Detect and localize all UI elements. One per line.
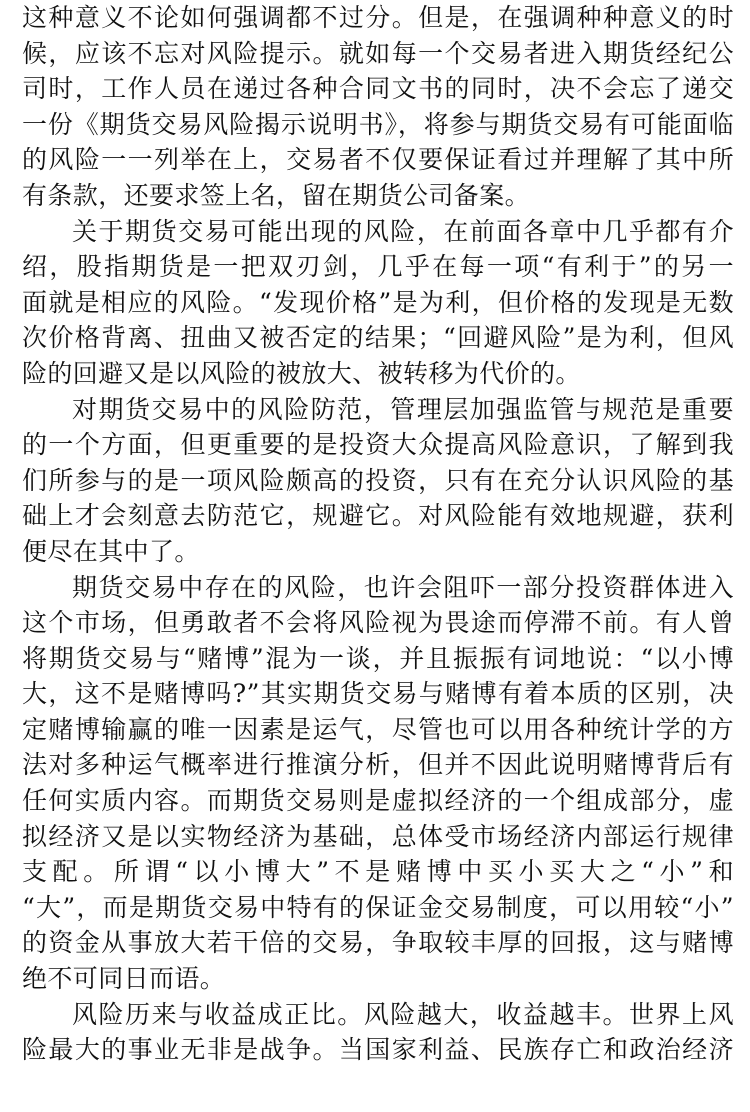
text-line: “大”，而是期货交易中特有的保证金交易制度，可以用较“小” xyxy=(22,892,734,922)
text-line: 支配。所谓“以小博大”不是赌博中买小买大之“小”和 xyxy=(22,857,734,887)
paragraph xyxy=(22,214,734,392)
text-line: 险最大的事业无非是战争。当国家利益、民族存亡和政治经济 xyxy=(22,1035,734,1065)
text-line: 拟经济又是以实物经济为基础，总体受市场经济内部运行规律 xyxy=(22,821,734,851)
text-line: 定赌博输赢的唯一因素是运气，尽管也可以用各种统计学的方 xyxy=(22,714,734,744)
document-page xyxy=(22,0,734,1068)
paragraph xyxy=(22,392,734,570)
text-line: 这个市场，但勇敢者不会将风险视为畏途而停滞不前。有人曾 xyxy=(22,608,734,638)
text-line: 风险历来与收益成正比。风险越大，收益越丰。世界上风 xyxy=(72,999,734,1029)
text-line: 任何实质内容。而期货交易则是虚拟经济的一个组成部分，虚 xyxy=(22,786,734,816)
text-line: 绍，股指期货是一把双刃剑，几乎在每一项“有利于”的另一 xyxy=(22,252,734,282)
text-line: 大，这不是赌博吗?”其实期货交易与赌博有着本质的区别，决 xyxy=(22,679,734,709)
paragraph xyxy=(22,570,734,997)
text-line: 险的回避又是以风险的被放大、被转移为代价的。 xyxy=(22,358,581,388)
text-line: 一份《期货交易风险揭示说明书》，将参与期货交易有可能面临 xyxy=(22,109,734,139)
text-line: 绝不可同日而语。 xyxy=(22,964,226,994)
paragraph xyxy=(22,997,734,1068)
text-line: 的资金从事放大若干倍的交易，争取较丰厚的回报，这与赌博 xyxy=(22,928,734,958)
paragraph xyxy=(22,0,734,214)
text-line: 面就是相应的风险。“发现价格”是为利，但价格的发现是无数 xyxy=(22,287,734,317)
text-line: 这种意义不论如何强调都不过分。但是，在强调种种意义的时 xyxy=(22,3,734,32)
text-line: 关于期货交易可能出现的风险，在前面各章中几乎都有介 xyxy=(72,216,734,246)
text-line: 的风险一一列举在上，交易者不仅要保证看过并理解了其中所 xyxy=(22,145,734,175)
text-line: 有条款，还要求签上名，留在期货公司备案。 xyxy=(22,180,531,210)
text-line: 对期货交易中的风险防范，管理层加强监管与规范是重要 xyxy=(72,394,734,424)
text-line: 法对多种运气概率进行推演分析，但并不因此说明赌博背后有 xyxy=(22,750,734,780)
text-line: 次价格背离、扭曲又被否定的结果；“回避风险”是为利，但风 xyxy=(22,323,734,353)
text-line: 司时，工作人员在递过各种合同文书的同时，决不会忘了递交 xyxy=(22,74,734,104)
text-line: 候，应该不忘对风险提示。就如每一个交易者进入期货经纪公 xyxy=(22,38,734,68)
text-line: 础上才会刻意去防范它，规避它。对风险能有效地规避，获利 xyxy=(22,501,734,531)
text-line: 将期货交易与“赌博”混为一谈，并且振振有词地说：“以小博 xyxy=(22,643,734,673)
text-line: 便尽在其中了。 xyxy=(22,536,200,566)
text-line: 们所参与的是一项风险颇高的投资，只有在充分认识风险的基 xyxy=(22,465,734,495)
text-line: 的一个方面，但更重要的是投资大众提高风险意识，了解到我 xyxy=(22,430,734,460)
text-line: 期货交易中存在的风险，也许会阻吓一部分投资群体进入 xyxy=(72,572,734,602)
